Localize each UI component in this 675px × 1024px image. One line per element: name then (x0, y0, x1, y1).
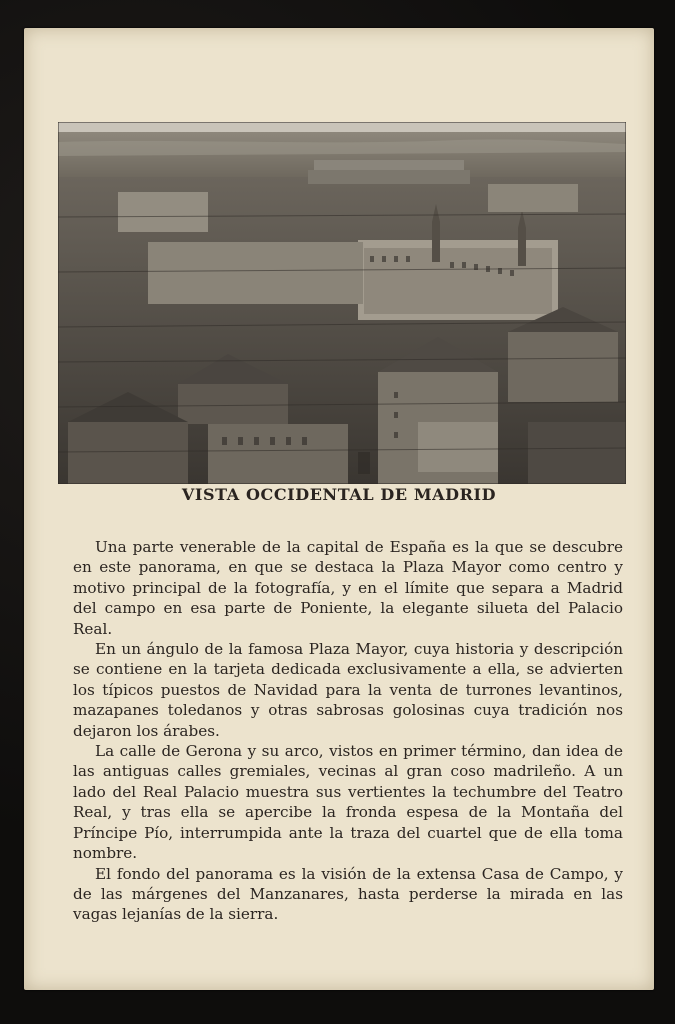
panorama-photo (58, 122, 626, 484)
description-text (73, 537, 623, 925)
paragraph-3: La calle de Gerona y su arco, vistos en primer término, dan idea de las antiguas calles gremiales, vecinas al gran coso madrileño. A un lado del Real Palacio muestra sus vertientes la techumbre del Teatro Real, y tras ella se apercibe la fronda espesa de la Montaña del Príncipe Pío, interrumpida ante la traza del cuartel que de ella toma nombre. (73, 742, 623, 863)
paragraph-2: En un ángulo de la famosa Plaza Mayor, cuya historia y descripción se contiene en la tarjeta dedicada exclusivamente a ella, se advierten los típicos puestos de Navidad para la venta de turrones levantinos, mazapanes toledanos y otras sabrosas golosinas cuya tradición nos dejaron los árabes. (73, 640, 623, 740)
paragraph-1: Una parte venerable de la capital de España es la que se descubre en este panorama, en que se destaca la Plaza Mayor como centro y motivo principal de la fotografía, y en el límite que separa a Madrid del campo en esa parte de Poniente, la elegante silueta del Palacio Real. (73, 538, 623, 638)
postcard-title: VISTA OCCIDENTAL DE MADRID (181, 485, 497, 504)
paragraph-4: El fondo del panorama es la visión de la extensa Casa de Campo, y de las márgenes del Manzanares, hasta perderse la mirada en las vagas lejanías de la sierra. (73, 864, 623, 924)
postcard (24, 28, 654, 990)
panorama-photo-illustration (58, 122, 626, 484)
